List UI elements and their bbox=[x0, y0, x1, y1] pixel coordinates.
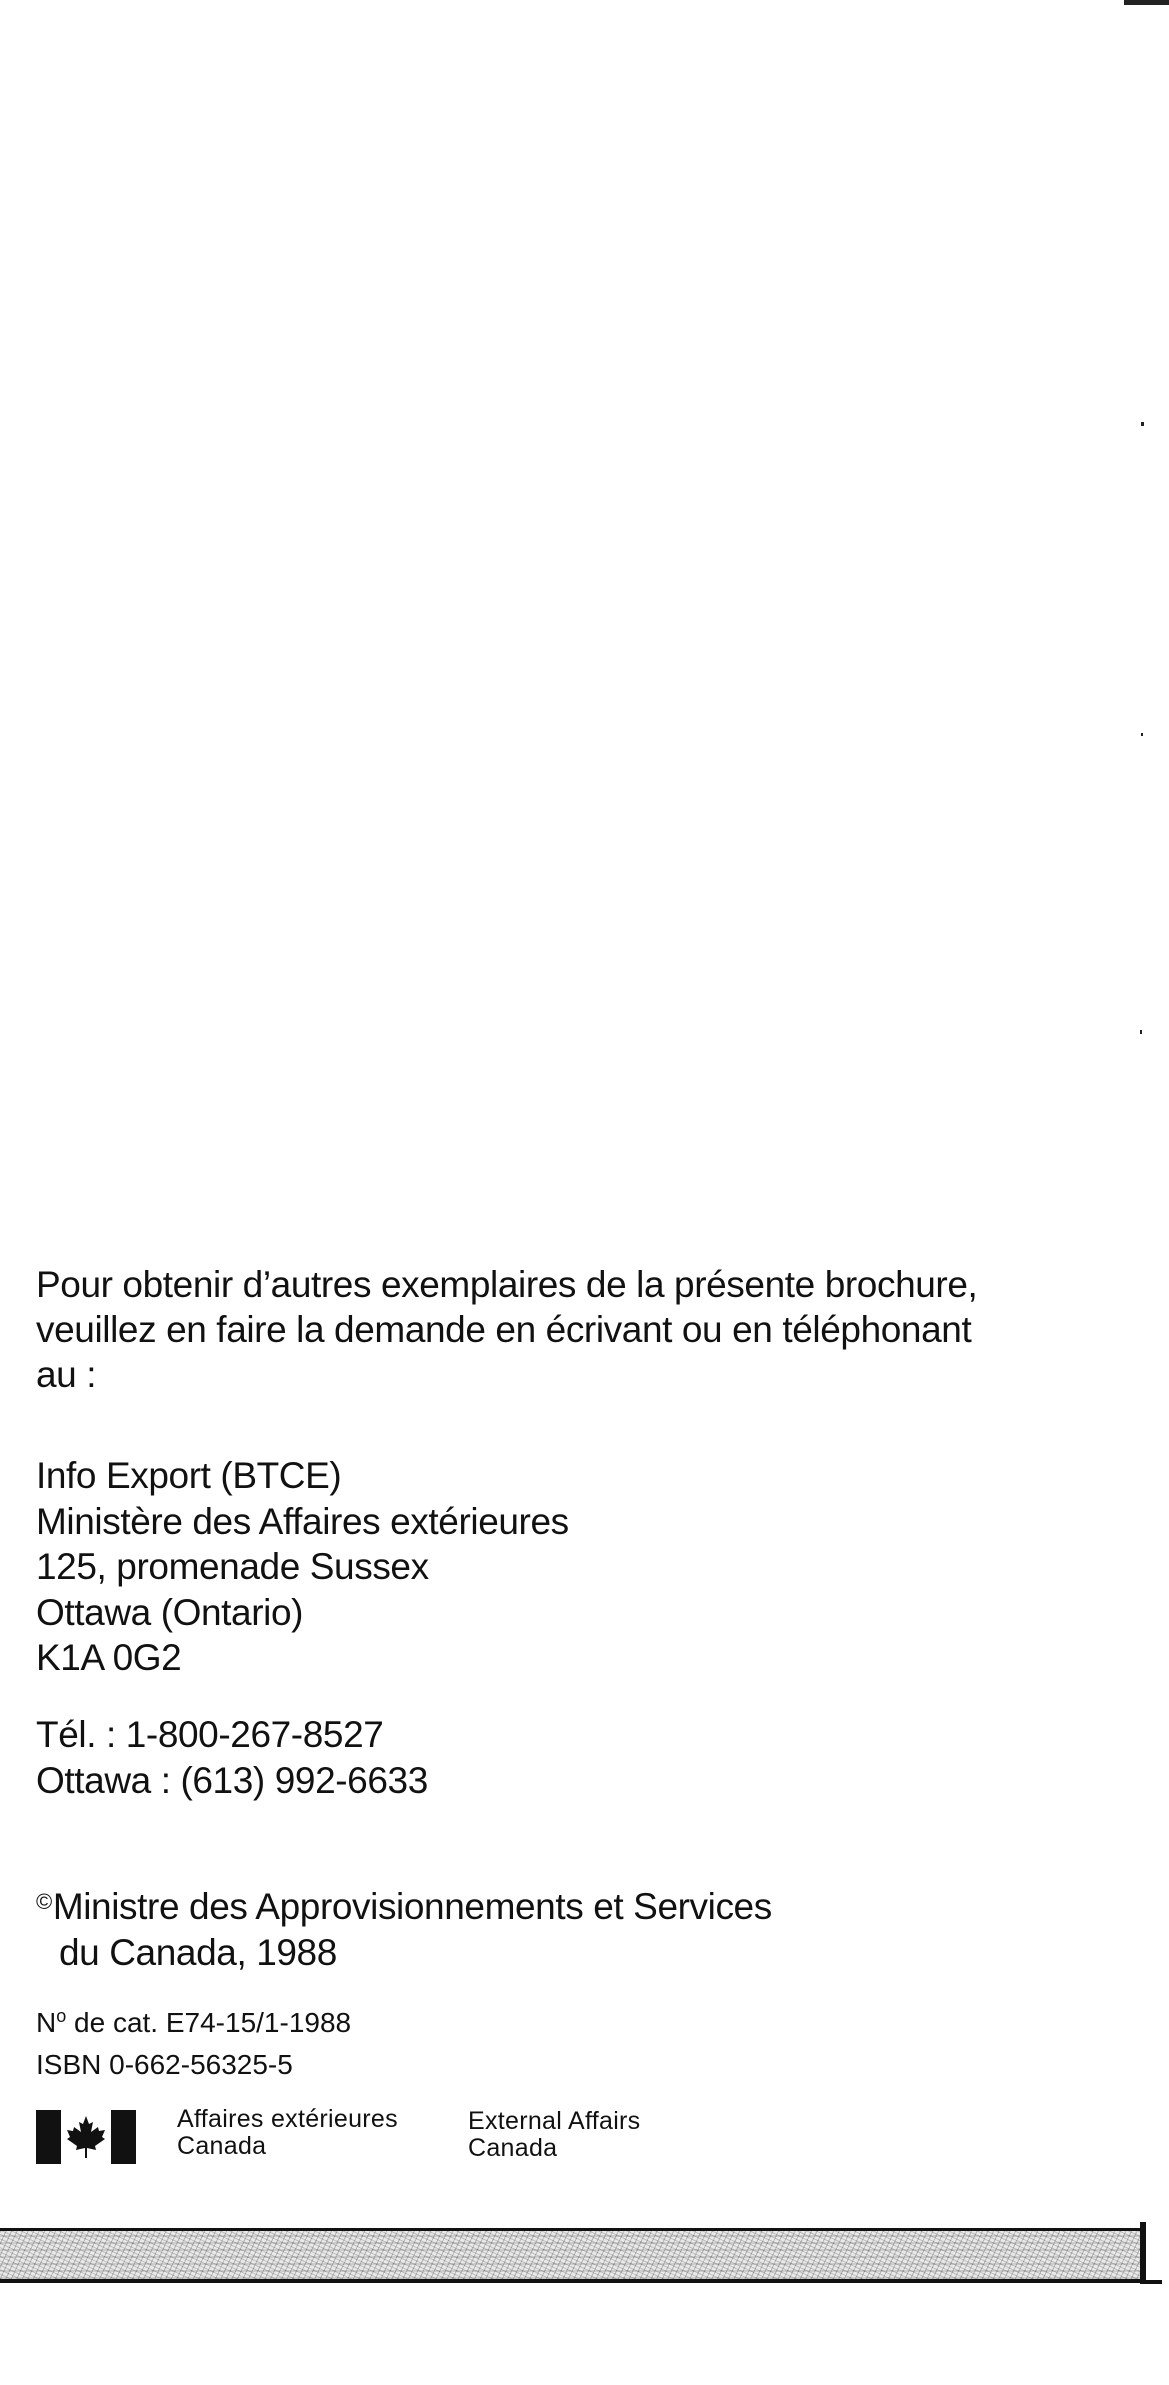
address-line: Info Export (BTCE) bbox=[36, 1455, 342, 1496]
canada-flag-icon bbox=[36, 2110, 136, 2164]
department-en-line: Canada bbox=[468, 2134, 558, 2162]
catalog-number bbox=[36, 1995, 351, 2044]
copyright-notice bbox=[36, 1879, 772, 1976]
scan-mark bbox=[1140, 1030, 1142, 1034]
band-end-bar bbox=[1140, 2222, 1146, 2284]
catalog-no-superscript: o bbox=[56, 2006, 67, 2026]
isbn: ISBN 0-662-56325-5 bbox=[36, 2049, 293, 2080]
address-line: 125, promenade Sussex bbox=[36, 1546, 429, 1587]
mailing-address bbox=[36, 1453, 569, 1681]
scan-mark bbox=[1141, 422, 1144, 426]
ordering-info bbox=[36, 1262, 1036, 2080]
band-end-tick bbox=[1140, 2280, 1162, 2284]
copyright-line bbox=[36, 1879, 772, 1930]
department-fr-line: Affaires extérieures bbox=[177, 2105, 398, 2133]
scan-mark bbox=[1124, 0, 1169, 5]
catalog-info bbox=[36, 1995, 351, 2086]
phone-numbers bbox=[36, 1712, 428, 1803]
catalog-no-prefix: N bbox=[36, 2007, 57, 2038]
intro-line: veuillez en faire la demande en écrivant ou en téléphonant bbox=[36, 1309, 972, 1350]
intro-line: Pour obtenir d’autres exemplaires de la présente brochure, bbox=[36, 1264, 978, 1305]
intro-line: au : bbox=[36, 1354, 97, 1395]
maple-leaf-icon bbox=[61, 2110, 111, 2164]
intro-paragraph bbox=[36, 1262, 1036, 1397]
catalog-no-value: de cat. E74-15/1-1988 bbox=[66, 2007, 352, 2038]
government-signature bbox=[36, 2105, 1036, 2190]
ottawa-phone: Ottawa : (613) 992-6633 bbox=[36, 1759, 428, 1801]
postal-code: K1A 0G2 bbox=[36, 1637, 182, 1678]
department-en-line: External Affairs bbox=[468, 2107, 641, 2135]
department-name-en bbox=[468, 2108, 640, 2162]
copyright-line: du Canada, 1988 bbox=[59, 1932, 337, 1973]
department-fr-line: Canada bbox=[177, 2132, 267, 2160]
toll-free-phone: Tél. : 1-800-267-8527 bbox=[36, 1714, 384, 1755]
address-line: Ministère des Affaires extérieures bbox=[36, 1500, 569, 1542]
scan-mark bbox=[1141, 733, 1143, 736]
copyright-symbol: © bbox=[36, 1889, 52, 1914]
department-name-fr bbox=[177, 2106, 398, 2160]
copyright-text: Ministre des Approvisionnements et Services bbox=[52, 1886, 772, 1927]
decorative-band bbox=[0, 2228, 1140, 2283]
address-line: Ottawa (Ontario) bbox=[36, 1591, 304, 1633]
